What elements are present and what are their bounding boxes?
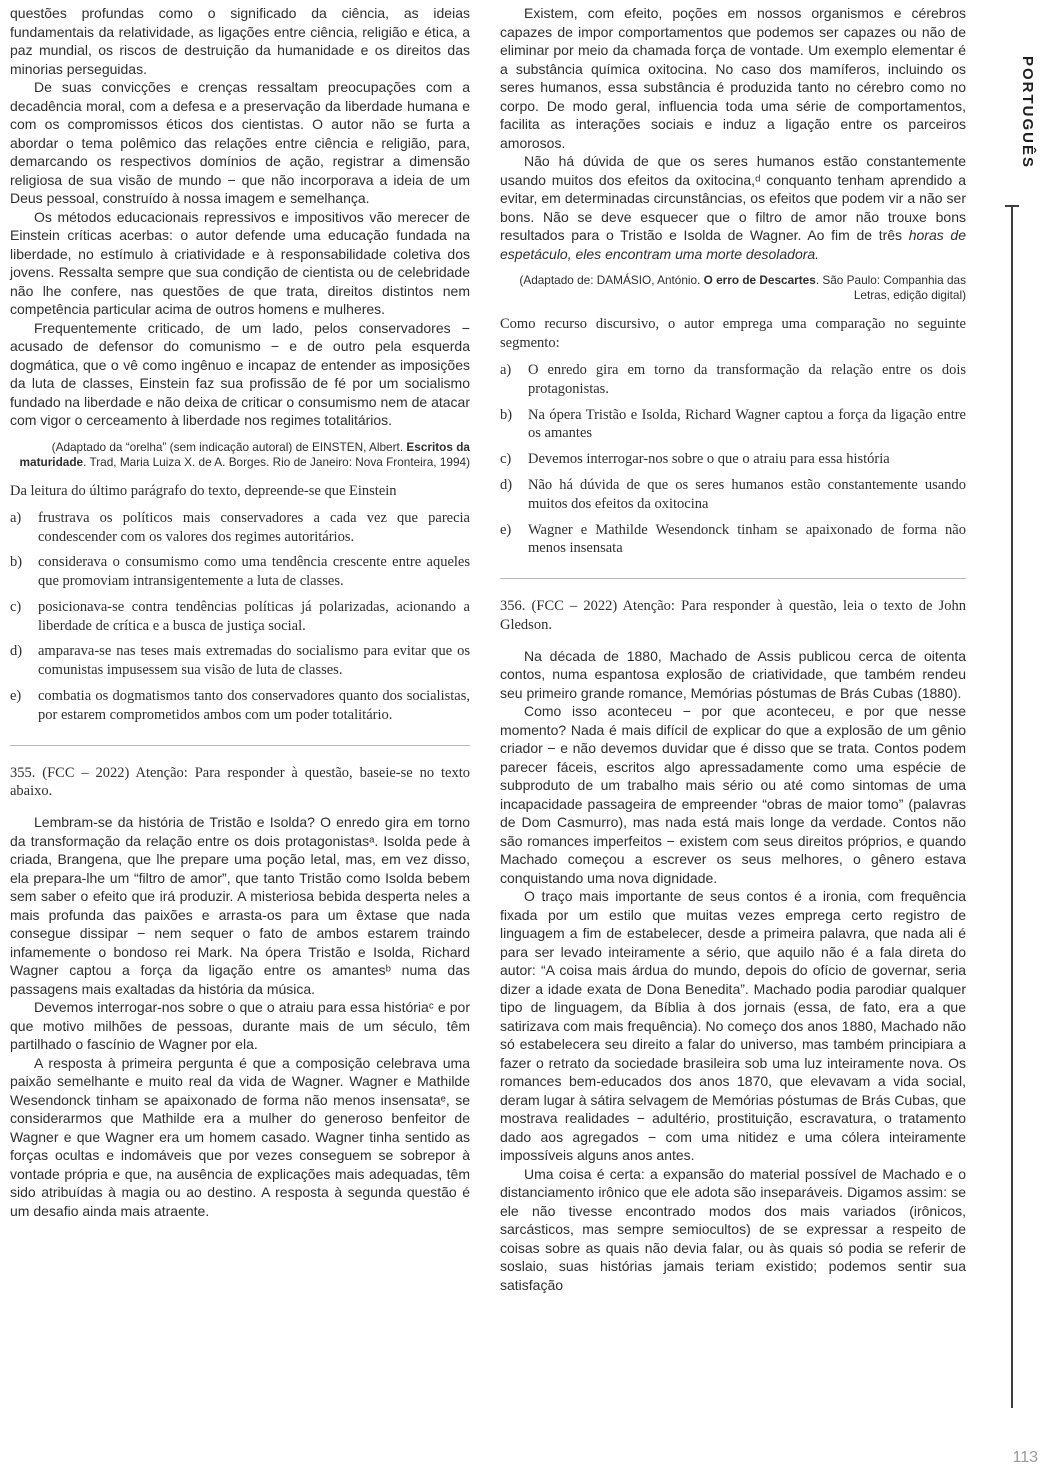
- gledson-text-paragraph-2: Como isso aconteceu − por que aconteceu, e por que nesse momento? Nada é mais difícil de explicar do que a explosão de um gênio criador − e não devemos duvidar que é disso que se trata. Contos podem parecer fáceis, escritos algo apressadamente como uma espécie de subproduto de um trabalho mais sério ou até como sintomas de uma incapacidade passageira de empreender “obras de maior tomo” (palavras de Dom Casmurro), mas nada está mais longe da verdade. Contos não são romances imperfeitos − existem com seus direitos próprios, e quando Machado começou a escrever os seus melhores, o gênero estava conquistando uma nova dignidade.: [500, 703, 966, 886]
- option-b-text: considerava o consumismo como uma tendência crescente entre aqueles que promoviam intransigentemente a luta de classes.: [38, 554, 470, 590]
- paragraph-text: Não há dúvida de que os seres humanos estão constantemente usando muitos dos efeitos da oxitocina,ᵈ conquanto tenham aprendido a evitar, em determinadas circunstâncias, os efeitos que podem vir a não ser bons. Não se deve esquecer que o filtro de amor não trouxe bons resultados para o Tristão e Isolda de Wagner. Ao fim de três: [500, 153, 966, 243]
- einstein-citation: [10, 440, 470, 470]
- damasio-text-paragraph-1: Existem, com efeito, poções em nossos organismos e cérebros capazes de impor comportamentos que podemos ser capazes ou não de eliminar por meio da chamada força de vontade. Um exemplo elementar é a substância química oxitocina. No caso dos mamíferos, incluindo os seres humanos, essa substância é produzida tanto no cérebro como no corpo. De modo geral, influencia toda uma série de comportamentos, facilita as interações sociais e induz a ligação entre os parceiros amorosos.: [500, 5, 966, 151]
- section-divider: [10, 745, 470, 746]
- option-d-label: d): [500, 476, 513, 493]
- option-d: [500, 476, 966, 514]
- option-d-label: d): [10, 643, 23, 660]
- citation-text: (Adaptado de: DAMÁSIO, António.: [519, 273, 704, 287]
- section-divider: [500, 578, 966, 579]
- option-d-text: Não há dúvida de que os seres humanos estão constantemente usando muitos dos efeitos da oxitocina: [528, 476, 966, 512]
- option-e-text: Wagner e Mathilde Wesendonck tinham se apaixonado de forma não menos insensata: [528, 521, 966, 557]
- option-b: [10, 553, 470, 591]
- citation-text: . Trad, Maria Luiza X. de A. Borges. Rio de Janeiro: Nova Fronteira, 1994): [83, 454, 470, 469]
- option-b: [500, 406, 966, 444]
- left-column: [10, 4, 470, 1294]
- option-b-text: Na ópera Tristão e Isolda, Richard Wagner captou a força da ligação entre os amantes: [528, 406, 966, 442]
- option-a-label: a): [10, 509, 22, 526]
- option-a: [500, 361, 966, 399]
- option-c: [10, 598, 470, 636]
- option-b-label: b): [10, 554, 23, 571]
- option-c: [500, 450, 966, 469]
- chapter-sidebar-label: PORTUGUÊS: [1019, 56, 1036, 170]
- option-e: [500, 521, 966, 559]
- einstein-text-paragraph-1: questões profundas como o significado da ciência, as ideias fundamentais da relatividade, as ligações entre ciência, religião e ética, a paz mundial, os riscos de destruição da humanidade e os direitos das minorias perseguidas.: [10, 5, 470, 77]
- tristao-text-paragraph-1: Lembram-se da história de Tristão e Isolda? O enredo gira em torno da transformação da relação entre os dois protagonistasᵃ. Isolda pede à criada, Brangena, que lhe prepare uma poção letal, mas, em vez disso, ela prepara-lhe um “filtro de amor”, que tanto Tristão como Isolda bebem sem saber o efeito que irá produzir. A misteriosa bebida desperta neles a mais profunda das paixões e arrasta-os para um êxtase que nada consegue dissipar − nem sequer o fato de ambos estarem traindo infamemente o bondoso rei Mark. Na ópera Tristão e Isolda, Richard Wagner captou a força da ligação entre os amantesᵇ numa das passagens mais exaltadas da história da música.: [10, 814, 470, 997]
- option-e-text: combatia os dogmatismos tanto dos conservadores quanto dos socialistas, por estarem comprometidos ambos com um poder totalitário.: [38, 688, 470, 723]
- citation-text: . São Paulo: Companhia das Letras, edição digital): [815, 273, 966, 303]
- tristao-text-paragraph-3: A resposta à primeira pergunta é que a composição celebrava uma paixão semelhante e muito real da vida de Wagner. Wagner e Mathilde Wesendonck tinham se apaixonado de forma não menos insensataᵉ, se considerarmos que Mathilde era a mulher do generoso benfeitor de Wagner e que Wagner era um homem casado. Wagner tinha sentido as forças ocultas e indomáveis que por vezes conseguem se sobrepor à vontade própria e que, na ausência de explicações mais adequadas, têm sido atribuídas à magia ou ao destino. A resposta à segunda questão é um desafio ainda mais atraente.: [10, 1054, 470, 1219]
- citation-text: (Adaptado da “orelha” (sem indicação autoral) de EINSTEN, Albert.: [51, 439, 407, 454]
- question-354-options: [10, 509, 470, 725]
- citation-work-title: O erro de Descartes: [703, 273, 816, 287]
- citation-work-title: Escritos da maturidade: [19, 439, 470, 469]
- einstein-text-paragraph-3: Os métodos educacionais repressivos e impositivos vão merecer de Einstein críticas acerbas: o autor defende uma educação fundada na liberdade, no estímulo à criatividade e à responsabilidade coletiva dos jovens. Ressalta sempre que sua condição de cientista ou de celebridade não lhe confere, nas questões de que trata, direitos distintos nem competência particular acima de outros homens e mulheres.: [10, 208, 470, 317]
- gledson-text-paragraph-1: Na década de 1880, Machado de Assis publicou cerca de oitenta contos, numa espantosa explosão de criatividade, que também rendeu seu primeiro grande romance, Memórias póstumas de Brás Cubas (1880).: [500, 647, 966, 701]
- damasio-text-paragraph-2: [500, 152, 966, 263]
- right-column: [500, 4, 966, 1294]
- question-354-stem: Da leitura do último parágrafo do texto, depreende-se que Einstein: [10, 482, 397, 499]
- option-d-text: amparava-se nas teses mais extremadas do socialismo para evitar que os comunistas impusessem sua visão de luta de classes.: [38, 643, 470, 679]
- option-e: [10, 687, 470, 725]
- option-c-text: posicionava-se contra tendências políticas já polarizadas, acionando a liberdade de crítica e a busca de justiça social.: [38, 598, 470, 634]
- option-a: [10, 509, 470, 547]
- paragraph-italic-text: horas de espetáculo, eles encontram uma morte desoladora.: [500, 227, 966, 262]
- page-number: 113: [1012, 1449, 1038, 1466]
- question-356-header: 356. (FCC – 2022) Atenção: Para responder à questão, leia o texto de John Gledson.: [500, 598, 966, 633]
- page-content: [10, 4, 966, 1294]
- option-c-label: c): [10, 598, 22, 615]
- option-a-text: O enredo gira em torno da transformação da relação entre os dois protagonistas.: [528, 362, 966, 397]
- option-a-text: frustrava os políticos mais conservadores a cada vez que parecia condescender com os valores dos regimes autoritários.: [38, 509, 470, 545]
- option-c-text: Devemos interrogar-nos sobre o que o atraiu para essa história: [528, 451, 890, 468]
- gledson-text-paragraph-4: Uma coisa é certa: a expansão do material possível de Machado e o distanciamento irônico que ele adota são inseparáveis. Digamos assim: se ele não tivesse encontrado modos dos mais variados (irônicos, sarcásticos, mas sempre semiocultos) de se expressar a respeito de coisas sobre as quais não devia falar, ou às quais só podia se referir de soslaio, suas histórias jamais teriam existido; podemos sentir sua satisfação: [500, 1165, 966, 1293]
- edge-rule-tick: [1005, 205, 1019, 207]
- gledson-text-paragraph-3: O traço mais importante de seus contos é a ironia, com frequência fixada por um estilo que muitas vezes emprega certo registro de linguagem a fim de estabelecer, desde a primeira palavra, que nada ali é para ser levado inteiramente a sério, que aquilo não é a fala direta do autor: “A coisa mais árdua do mundo, depois do ofício de governar, seria dizer a idade exata de Dona Benedita”. Machado podia parodiar qualquer tipo de linguagem, da Bíblia à dos jornais (essa, de fato, era a que satirizava com mais frequência). No começo dos anos 1880, Machado não só estabelecera seu direito a falar do universo, mas também principiara a fazer o retrato da sociedade brasileira sob uma luz inteiramente nova. Os romances bem-educados dos anos 1870, que elevavam a vida social, deram lugar à sátira selvagem de Memórias póstumas de Brás Cubas, que mostrava realidades − adultério, prostituição, escravatura, o tratamento dado aos agregados − com uma nitidez e uma cólera inteiramente impossíveis alguns anos antes.: [500, 888, 966, 1164]
- question-355-header: 355. (FCC – 2022) Atenção: Para responder à questão, baseie-se no texto abaixo.: [10, 764, 470, 800]
- option-c-label: c): [500, 451, 512, 468]
- damasio-citation: [500, 273, 966, 303]
- einstein-text-paragraph-4: Frequentemente criticado, de um lado, pelos conservadores − acusado de defensor do comunismo − e de outro pela esquerda dogmática, que o vê como ingênuo e incapaz de entender as imposições da luta de classes, Einstein faz sua profissão de fé por um socialismo fundado na liberdade e não deixa de criticar o consumismo nem de atacar com vigor o cerceamento à liberdade nos regimes totalitários.: [10, 319, 470, 428]
- einstein-text-paragraph-2: De suas convicções e crenças ressaltam preocupações com a decadência moral, com a defesa e a preservação da liberdade humana e com os compromissos éticos dos cientistas. O autor não se furta a abordar o tema polêmico das relações entre ciência e religião, para, demarcando os respectivos domínios de ação, registrar a dimensão religiosa de sua visão de mundo − que não incorporava a ideia de um Deus pessoal, construído à nossa imagem e semelhança.: [10, 79, 470, 206]
- option-a-label: a): [500, 362, 512, 378]
- option-b-label: b): [500, 406, 513, 423]
- option-e-label: e): [500, 521, 512, 538]
- question-355-stem: Como recurso discursivo, o autor emprega uma comparação no seguinte segmento:: [500, 316, 966, 352]
- tristao-text-paragraph-2: Devemos interrogar-nos sobre o que o atraiu para essa históriaᶜ e por que motivo milhões de pessoas, durante mais de um século, têm partilhado o fascínio de Wagner por ela.: [10, 999, 470, 1053]
- option-d: [10, 642, 470, 680]
- option-e-label: e): [10, 688, 22, 705]
- question-355-options: [500, 361, 966, 558]
- section-edge-rule: [1011, 205, 1013, 1408]
